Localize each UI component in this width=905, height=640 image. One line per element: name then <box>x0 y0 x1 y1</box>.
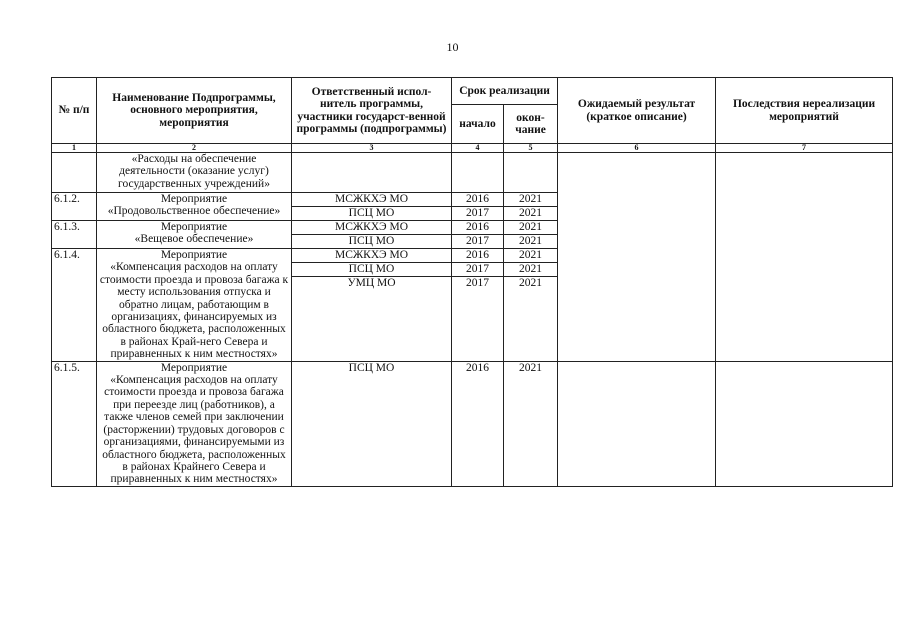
consequences-cell <box>716 153 893 362</box>
start-year: 2017 <box>466 207 489 219</box>
start-year: 2017 <box>452 263 503 277</box>
end-year: 2021 <box>519 207 542 219</box>
start-year: 2016 <box>452 221 503 235</box>
end-cell <box>504 221 558 249</box>
row-name-title: Мероприятие <box>160 193 228 205</box>
row-num: 6.1.3. <box>52 221 97 249</box>
responsible-cell <box>292 249 452 362</box>
table-row <box>52 361 893 486</box>
end-year: 2021 <box>504 221 557 235</box>
result-cell <box>558 361 716 486</box>
responsible-entry: МСЖКХЭ МО <box>292 193 451 207</box>
responsible-entry: УМЦ МО <box>347 277 396 289</box>
responsible-entry: ПСЦ МО <box>348 207 395 219</box>
column-number: 1 <box>52 144 97 153</box>
start-cell <box>452 193 504 221</box>
num-cell <box>52 153 97 193</box>
result-cell <box>558 153 716 362</box>
end-year: 2021 <box>504 249 557 263</box>
row-name <box>97 361 292 486</box>
start-cell <box>452 221 504 249</box>
program-table <box>51 77 893 487</box>
header-term: Срок реализации <box>452 78 558 105</box>
row-name-text: «Вещевое обеспечение» <box>134 233 254 246</box>
row-name <box>97 221 292 249</box>
responsible-entry: ПСЦ МО <box>348 235 395 247</box>
header-responsible: Ответственный испол-нитель программы, участники государст-венной программы (подпрограммы) <box>292 78 452 144</box>
column-number: 2 <box>97 144 292 153</box>
start-year: 2017 <box>466 277 489 289</box>
end-year: 2021 <box>519 235 542 247</box>
responsible-entry: ПСЦ МО <box>292 263 451 277</box>
row-name <box>97 193 292 221</box>
end-cell <box>504 193 558 221</box>
responsible-entry: МСЖКХЭ МО <box>292 249 451 263</box>
header-result: Ожидаемый результат (краткое описание) <box>558 78 716 144</box>
consequences-cell <box>716 361 893 486</box>
end-year: 2021 <box>504 193 557 207</box>
start-year: 2016 <box>452 193 503 207</box>
column-number: 4 <box>452 144 504 153</box>
row-name <box>97 249 292 362</box>
column-number: 6 <box>558 144 716 153</box>
column-number-row <box>52 144 893 153</box>
row-name-text: «Компенсация расходов на оплату стоимости проезда и провоза багажа при переезде лиц (работников), а также членов семей при заключении (расторжении) трудовых договоров с организациями, финансируемыми из областного бюджета, расположенных в районах Крайнего Севера и приравненных к ним местностях» <box>102 374 286 486</box>
start-cell <box>452 249 504 362</box>
row-name-text: «Продовольственное обеспечение» <box>107 205 281 218</box>
end-year: 2021 <box>519 277 542 289</box>
row-num: 6.1.5. <box>52 361 97 486</box>
responsible-cell <box>292 221 452 249</box>
header-name: Наименование Подпрограммы, основного мероприятия, мероприятия <box>97 78 292 144</box>
row-name-title: Мероприятие <box>160 221 228 233</box>
header-consequences: Последствия нереализации мероприятий <box>716 78 893 144</box>
start-year: 2016 <box>452 249 503 263</box>
column-number: 7 <box>716 144 893 153</box>
header-num: № п/п <box>52 78 97 144</box>
start-year: 2017 <box>466 235 489 247</box>
row-name-title: Мероприятие <box>160 249 228 261</box>
header-end: окон-чание <box>504 105 558 144</box>
end-year: 2021 <box>504 263 557 277</box>
start-cell: 2016 <box>452 361 504 486</box>
table-row-continuation <box>52 153 893 193</box>
page-number: 10 <box>446 40 459 54</box>
responsible-cell: ПСЦ МО <box>292 361 452 486</box>
row-name-title: Мероприятие <box>160 361 228 374</box>
header-start: начало <box>452 105 504 144</box>
continuation-text: «Расходы на обеспечение деятельности (оказание услуг) государственных учреждений» <box>97 153 292 193</box>
row-num: 6.1.4. <box>52 249 97 362</box>
column-number: 3 <box>292 144 452 153</box>
end-cell: 2021 <box>504 361 558 486</box>
end-cell <box>504 249 558 362</box>
header-row <box>52 78 893 105</box>
responsible-cell <box>292 193 452 221</box>
row-name-text: «Компенсация расходов на оплату стоимости проезда и провоза багажа к месту использования отпуска и обратно лицам, работающим в организациях, финансируемых из областного бюджета, расположенных в районах Край-него Севера и приравненных к ним местностях» <box>99 261 289 361</box>
column-number: 5 <box>504 144 558 153</box>
row-num: 6.1.2. <box>52 193 97 221</box>
responsible-entry: МСЖКХЭ МО <box>292 221 451 235</box>
